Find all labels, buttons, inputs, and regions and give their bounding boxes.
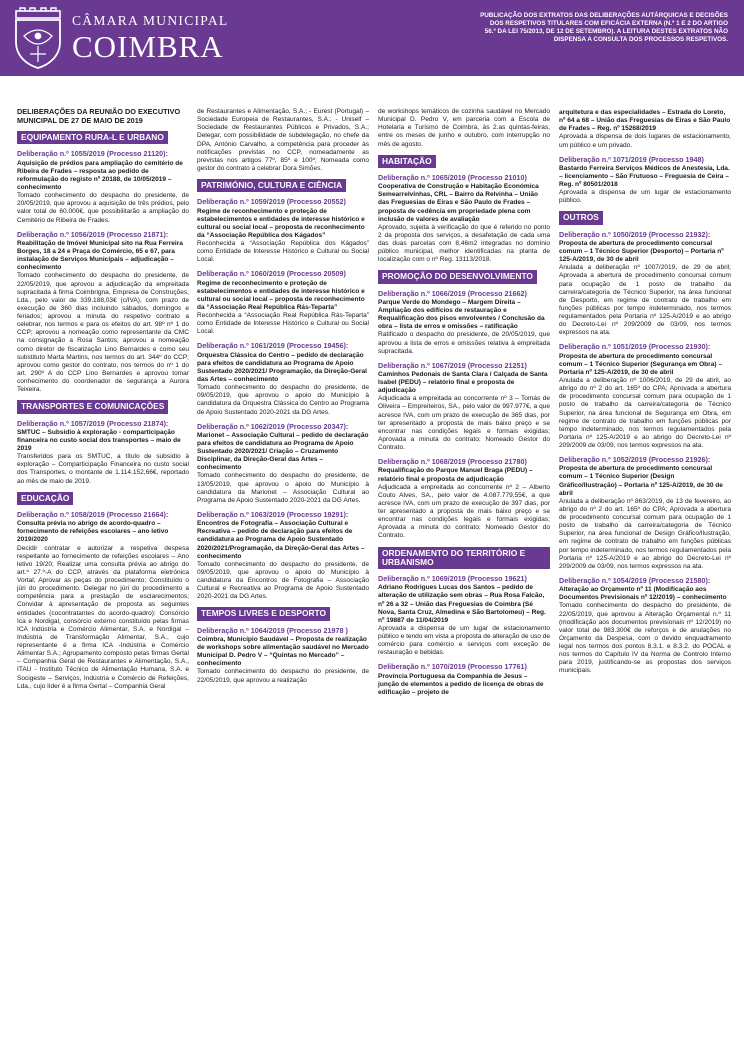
deliberation-number: Deliberação n.º 1052/2019 (Processo 21926): [559,455,711,465]
deliberation-number: Deliberação n.º 1068/2019 (Processo 21780) [378,457,527,467]
deliberation-subject: Bastardo Ferreira Serviços Médicos de Anestesia, Lda. – licenciamento – São Frutuoso – Freguesia de Ceira – Reg. nº 80501/2018 [559,164,730,189]
deliberation-entry [378,362,550,452]
deliberation-subject: Requalificação do Parque Manuel Braga (PEDU) – relatório final e proposta de adjudicação [378,467,533,483]
deliberation-number: Deliberação n.º 1050/2019 (Processo 21932): [559,229,711,239]
deliberation-entry [197,511,369,601]
section-heading [378,547,550,570]
deliberation-body: Tomado conhecimento do despacho do presidente, de 13/05/2019, que aprovou o apoio do Município à candidatura da Marionet – Associação Cultural ao Programa de Apoio Sustentado 2020-2021 da DG Artes. [197,472,369,504]
deliberation-number: Deliberação n.º 1067/2019 (Processo 21251) [378,360,527,370]
deliberation-body: Tomado conhecimento do despacho do presidente, de 22/05/2019, que aprovou a Alteração Orçamental n.º 11 (modificação aos documentos previsionais nº 12/2019) no valor total de 983.300€ de reforços e de anulações no Orçamento da Despesa, com o devido enquadramento legal nos termos dos pontos 8.3.1. e 8.3.2. do POCAL e nos termos do Capítulo IV da Norma de Controlo Interno para 2019, justificando-se as propostas dos serviços municipais. [559,602,731,675]
continued-text: de Restaurantes e Alimentação, S.A.; - Eurest (Portugal) – Sociedade Europeia de Restaurantes, S.A.; - Uniself – Sociedade de Restaurantes Públicos e Privados, S.A.; Delegar, com possibilidade de subdelegação, no chefe da DPA, António Carvalho, a competência para proceder às notificações previstas no CCP, nomeadamente as previstas nos artigos 77º, 85º e 100º; Nomeada como gestor do contrato a celebrar Dora Simões. [197,108,369,172]
text-column-4 [559,108,731,676]
deliberation-entry [197,423,369,505]
deliberation-number: Deliberação n.º 1065/2019 (Processo 21010) [378,172,527,182]
deliberation-number: Deliberação n.º 1070/2019 (Processo 17761) [378,662,527,672]
section-heading-label: OUTROS [559,211,603,224]
deliberation-number: Deliberação n.º 1051/2019 (Processo 21930): [559,342,711,352]
deliberation-subject: Reabilitação de Imóvel Municipal sito na Rua Ferreira Borges, 18 a 24 e Praça do Comércio, 65 e 67, para instalação de Serviços Municipais – adjudicação – conhecimento [17,239,183,272]
header-banner [0,0,744,76]
section-heading-label: PROMOÇÃO DO DESENVOLVIMENTO [378,270,537,283]
continued-text: de workshops temáticos de cozinha saudável no Mercado Municipal D. Pedro V, em parceria com a Escola de Hotelaria e Turismo de Coimbra, às 2.as quintas-feiras, entre os meses de junho e outubro, com interrupção no mês de agosto. [378,108,550,148]
deliberation-number: Deliberação n.º 1057/2019 (Processo 21874): [17,418,169,428]
section-heading-label: EDUCAÇÃO [17,492,73,505]
deliberation-body: Adjudicada a empreitada ao concorrente nº 3 – Tomás de Oliveira – Empreiteiros, SA., pelo valor de 997.977€, a que acresce IVA, com um prazo de execução de 365 dias, por ter apresentado a proposta de mais baixo preço e se encontrar nas condições legais e formais exigidas; Aprovada a minuta do contrato; Nomeado Gestor do Contrato. [378,395,550,452]
header-notice: PUBLICAÇÃO DOS EXTRATOS DAS DELIBERAÇÕES AUTÁRQUICAS E DECISÕES DOS RESPETIVOS TITULARES COM EFICÁCIA EXTERNA (N.º 1 E 2 DO ARTIGO 56.º DA LEI 75/2013, DE 12 DE SETEMBRO). A LEITURA DESTES EXTRATOS NÃO DISPENSA A CONSULTA DOS PROCESSOS RESPETIVOS. [480,12,728,44]
deliberation-subject: Aquisição de prédios para ampliação do cemitério de Ribeira de Frades – resposta ao pedido de reformulação do registo nº 20188, de 10/05/2019 – conhecimento [17,159,183,192]
text-column-1 [17,108,189,691]
header-title-line2: COIMBRA [72,29,224,64]
deliberation-body: Aprovada a dispensa de um lugar de estacionamento público e tendo em vista a proposta de alteração de uso de comércio para comércio e serviços com exceção de restauração e bebidas. [378,624,550,657]
deliberation-subject: Regime de reconhecimento e proteção de estabelecimentos e entidades de interesse histórico e cultural ou social local – proposta de reconhecimento da “Associação Real República Rás-Teparta” [197,279,365,311]
deliberation-number: Deliberação n.º 1056/2019 (Processo 21871): [17,229,169,239]
section-heading [17,131,189,144]
deliberation-subject: Regime de reconhecimento e proteção de estabelecimentos e entidades de interesse histórico e cultural ou social local – proposta de reconhecimento da “Associação República dos Kágados” [197,207,365,239]
deliberation-number: Deliberação n.º 1071/2019 (Processo 1948) [559,154,704,164]
deliberation-body: Aprovada a dispensa de um lugar de estacionamento público. [559,189,731,205]
section-heading-label: TEMPOS LIVRES E DESPORTO [197,607,330,620]
deliberation-number: Deliberação n.º 1066/2019 (Processo 21662) [378,288,527,298]
deliberation-subject: SMTUC – Subsídio à exploração - comparticipação financeira no custo social dos transportes – maio de 2019 [17,428,181,453]
deliberation-subject: Parque Verde do Mondego – Margem Direita – Ampliação dos edifícios de restauração e Requalificação dos pisos envolventes / Conclusão da obra – lista de erros e omissões – ratificação [378,298,545,331]
coimbra-crest-icon [10,6,66,70]
deliberation-subject: Proposta de abertura de procedimento concursal comum – 1 Técnico Superior (Segurança em Obra) – Portaria nº 125-A/2019, de 30 de abril [559,352,722,376]
header-title-line1: CÂMARA MUNICIPAL [72,13,229,28]
deliberation-entry [378,174,550,264]
deliberation-subject: Encontros de Fotografia – Associação Cultural e Recreativa – pedido de declaração para efeitos de candidatura ao Programa de Apoio Sustentado 2020/2021/Programação, da Direção-Geral das Artes – conhecimento [197,520,365,560]
deliberation-body: Decidir contratar e autorizar a respetiva despesa respeitante ao fornecimento de refeições escolares – Ano letivo 19/20; Realizar uma consulta prévia ao abrigo do art.º 27.º-A do CCP, através da plataforma eletrónica Vortal; Aprovar as peças do procedimento; Constituído o júri do procedimento. Delegar no júri do procedimento a competência para a prestação de esclarecimentos; Convidar à apresentação de proposta as seguintes entidades (cocontratantes do acordo-quadro): Consórcio Ica e Nordigal, consórcio externo constituído pelas firmas ICA Indústria e Comércio Alimentar, S.A. e Nordigal – Indústria de Transformação Alimentar, S.A., cujo representante é a firma ICA -Indústria e Comércio Alimentar S.A.; Agrupamento composto pelas firmas Gertal – Companhia Geral de Restaurantes e Alimentação, S.A., ITAU - Instituto Técnico de Alimentação Humana, S.A. e Socigeste – Serviços, Indústria e Comércio de Refeições, Lda., cujo líder é a firma Gertal – Companhia Geral [17,544,189,690]
deliberation-entry [17,511,189,691]
deliberation-entry [197,198,369,264]
section-heading-label: EQUIPAMENTO RURA-L E URBANO [17,131,168,144]
text-column-3 [378,108,550,697]
deliberation-subject: Província Portuguesa da Companhia de Jesus – junção de elementos a pedido de licença de obras de edificação – projeto de [378,672,544,696]
section-heading [197,607,369,620]
deliberation-entry [559,343,731,450]
deliberation-entry [378,290,550,356]
deliberation-entry [17,150,189,224]
deliberation-subject: Cooperativa de Construção e Habitação Económica Semearrelvinhas, CRL – Bairro da Relvinha – União das Freguesias de Eiras e São Paulo de Frades – proposta de cedência em propriedade plena com inclusão de valores de avaliação [378,183,539,223]
deliberation-subject: Marionet – Associação Cultural – pedido de declaração para efeitos de candidatura ao Programa de Apoio Sustentado 2020/2021/ Criação – Cruzamento Disciplinar, da Direção-Geral das Artes – conhecimento [197,431,369,472]
deliberation-number: Deliberação n.º 1064/2019 (Processo 21978 ) [197,625,348,635]
deliberation-body: Tomado conhecimento do despacho do presidente, de 20/05/2019, que aprovou a aquisição de três prédios, pelo valor total de 60.000€, que possibilitarão a ampliação do Cemitério de Ribeira de Frades. [17,192,189,224]
deliberation-entry [378,458,550,540]
deliberation-body: Tomado conhecimento do despacho do presidente, de 22/05/2019, que aprovou a realização [197,668,369,684]
deliberation-number: Deliberação n.º 1061/2019 (Processo 19456): [197,341,349,351]
deliberation-subject: Coimbra, Município Saudável – Proposta de realização de workshops sobre alimentação saudável no Mercado Municipal D. Pedro V – “Quintas no Mercado” – conhecimento [197,635,369,668]
deliberation-body: Reconhecida a “Associação Real República Rás-Teparta” como Entidade de Interesse Histórico e Cultural ou Social Local. [197,312,369,336]
deliberation-subject: Proposta de abertura de procedimento concursal comum – 1 Técnico Superior (Design Gráfico/Ilustração) – Portaria nº 125-A/2019, de 30 de abril [559,465,723,497]
deliberation-entry [378,663,550,697]
continued-text: arquitetura e das especialidades – Estrada do Loreto, nº 64 a 68 – União das Freguesias de Eiras e São Paulo de Frades – Reg. nº 15268/2019 [559,109,731,133]
deliberation-body: Ratificado o despacho do presidente, de 20/05/2019, que aprovou a lista de erros e omissões relativa à empreitada supracitada. [378,331,550,355]
deliberation-number: Deliberação n.º 1055/2019 (Processo 21120): [17,149,168,159]
section-heading-label: HABITAÇÃO [378,155,436,168]
deliberation-body: Transferidos para os SMTUC, a título de subsídio à exploração – Comparticipação Financeira no custo social dos Transportes, o montante de 1.114.152,66€, reportado ao mês de maio de 2019. [17,453,189,485]
section-heading [17,492,189,505]
deliberation-entry [17,420,189,486]
deliberation-entry [559,156,731,206]
section-heading-label: TRANSPORTES E COMUNICAÇÕES [17,400,168,413]
deliberation-subject: Caminhos Pedonais de Santa Clara / Calçada de Santa Isabel (PEDU) – relatório final e proposta de adjudicação [378,370,548,395]
deliberation-body: Tomado conhecimento do despacho do presidente, de 09/05/2019, que aprovou o apoio do Município à candidatura da Encontros de Fotografia – Associação Cultural e Recreativa ao Programa de Apoio Sustentado 2020-2021 da DG Artes. [197,560,369,601]
deliberation-subject: Consulta prévia no abrigo de acordo-quadro – fornecimento de refeições escolares – ano letivo 2019/2020 [17,520,169,544]
section-heading [378,155,550,168]
section-heading [378,270,550,283]
section-heading-label: PATRIMÓNIO, CULTURA E CIÊNCIA [197,179,346,192]
section-heading [17,400,189,413]
deliberation-entry [378,575,550,657]
deliberation-body: Anulada a deliberação nº 863/2019, de 13 de fevereiro, ao abrigo do nº 2 do art. 165º do CPA; Aprovada a abertura de procedimento concursal comum para ocupação de 1 posto de trabalho da carreira/categoria de Técnico Superior, na área funcional de Design Gráfico/Ilustração, em regime de contrato de trabalho em funções públicas por tempo indeterminado, nos termos regulamentados pela Portaria nº 125-A/2019 e ao abrigo do Decreto-Lei nº 209/2009 de 03/09, nos termos expressos na ata. [559,497,731,570]
deliberation-number: Deliberação n.º 1059/2019 (Processo 20552) [197,197,346,207]
deliberation-body: Reconhecida a “Associação República dos Kágados” como Entidade de Interesse Histórico e Cultural ou Social Local. [197,240,369,264]
deliberation-entry [197,342,369,416]
continued-text: Aprovada a dispensa de dois lugares de estacionamento, um público e um privado. [559,133,731,149]
deliberation-body: Tomado conhecimento do despacho do presidente, de 09/05/2019, que aprovou o apoio do Município à candidatura da Orquestra Clássica do Centro ao Programa de Apoio Sustentado 2020-2021 da DG Artes. [197,384,369,416]
deliberation-body: Adjudicada a empreitada ao concorrente nº 2 – Alberto Couto Alves, SA., pelo valor de 4.087.779,55€, a que acresce IVA, com um prazo de execução de 397 dias, por ter apresentado a proposta de mais baixo preço e se encontrar nas condições legais e formais exigidas; Aprovada a minuta do contrato; Nomeado Gestor do Contrato. [378,483,550,540]
deliberation-subject: Adriano Rodrigues Lucas dos Santos – pedido de alteração de utilização sem obras – Rua Rosa Falcão, nº 26 a 32 – União das Freguesias de Coimbra (Sé Nova, Santa Cruz, Almedina e São Bartolomeu) – Reg. nº 19887 de 11/04/2019 [378,584,546,624]
deliberation-entry [197,270,369,336]
deliberation-entry [559,577,731,676]
deliberation-number: Deliberação n.º 1060/2019 (Processo 20509) [197,269,346,279]
deliberation-entry [17,231,189,395]
text-column-2 [197,108,369,685]
deliberation-body: Aprovado, sujeita à verificação do que é referido no ponto 2 da proposta dos serviços, a desafetação de cada uma das duas parcelas com 8,46m2 integradas no domínio público municipal, melhor identificadas na planta de localização com o nº Reg. 13113/2018. [378,223,550,264]
deliberation-entry [197,627,369,685]
deliberation-number: Deliberação n.º 1062/2019 (Processo 20347): [197,421,349,431]
deliberation-entry [559,231,731,338]
deliberation-number: Deliberação n.º 1069/2019 (Processo 19621) [378,574,527,584]
deliberation-subject: Alteração ao Orçamento nº 11 (Modificação aos Documentos Previsionais nº 12/2019) – conhecimento [559,586,727,602]
section-heading-label: ORDENAMENTO DO TERRITÓRIO E URBANISMO [378,547,550,570]
deliberation-number: Deliberação n.º 1058/2019 (Processo 21664): [17,509,169,519]
deliberation-body: Anulada a deliberação nº 1007/2019, de 29 de abril; Aprovada a abertura de procedimento concursal comum para ocupação de 1 posto de trabalho da carreira/categoria de Técnico Superior, na área funcional de Desporto, em regime de contrato de trabalho em funções públicas por tempo indeterminado, nos termos regulamentados pela Portaria nº 125-A/2019 e ao abrigo do Decreto-Lei nº 209/2009 de 03/09, nos termos expressos na ata. [559,264,731,337]
deliberation-body: Tomado conhecimento do despacho do presidente, de 22/05/2019, que aprovou a adjudicação da empreitada supracitada à firma Coimbrigna, Empresa de Construções, Lda., pelo valor de 339.188,03€ (c/IVA), com prazo de execução de 360 dias incluindo sábados, domingos e feriados; aprovou a minuta do respetivo contrato a celebrar, nos termos e para os efeitos do art. 98º nº 1 do CCP; aprovou a nomeação como representante da CMC na consignação a Rosa Santos; aprovou a nomeação como diretor de fiscalização Lino Bernardes e como seu substituto Marta Martins, nos termos do art. 344º do CCP; aprovou como gestor do contrato, nos termos do nº 1 do art. 290º A do CCP Lino Bernardes e aprovou tomar conhecimento do coordenador de segurança a Aurora Teixeira. [17,272,189,394]
deliberation-number: Deliberação n.º 1054/2019 (Processo 21580): [559,575,711,585]
deliberation-number: Deliberação n.º 1063/2019 (Processo 19291): [197,509,349,519]
meeting-title: DELIBERAÇÕES DA REUNIÃO DO EXECUTIVO MUNICIPAL DE 27 DE MAIO DE 2019 [17,107,181,125]
section-heading [559,211,731,224]
deliberation-body: Anulada a deliberação nº 1006/2019, de 29 de abril, ao abrigo do nº 2 do art. 165º do CPA; Aprovada a abertura de procedimento concursal comum para ocupação de 1 posto de trabalho da carreira/categoria de Técnico Superior, na área funcional de Segurança em Obra, em regime de contrato de trabalho em funções públicas por tempo indeterminado, nos termos regulamentados pela Portaria nº 125-A/2019 e ao abrigo do Decreto-Lei nº 209/2009 de 03/09, nos termos expressos na ata. [559,377,731,450]
deliberation-subject: Proposta de abertura de procedimento concursal comum – 1 Técnico Superior (Desporto) – Portaria nº 125-A/2019, de 30 de abril [559,239,724,264]
section-heading [197,179,369,192]
deliberation-subject: Orquestra Clássica do Centro – pedido de declaração para efeitos de candidatura ao Programa de Apoio Sustentado 2020/2021/ Programação, da Direção-Geral das Artes – conhecimento [197,351,367,384]
deliberation-entry [559,456,731,571]
